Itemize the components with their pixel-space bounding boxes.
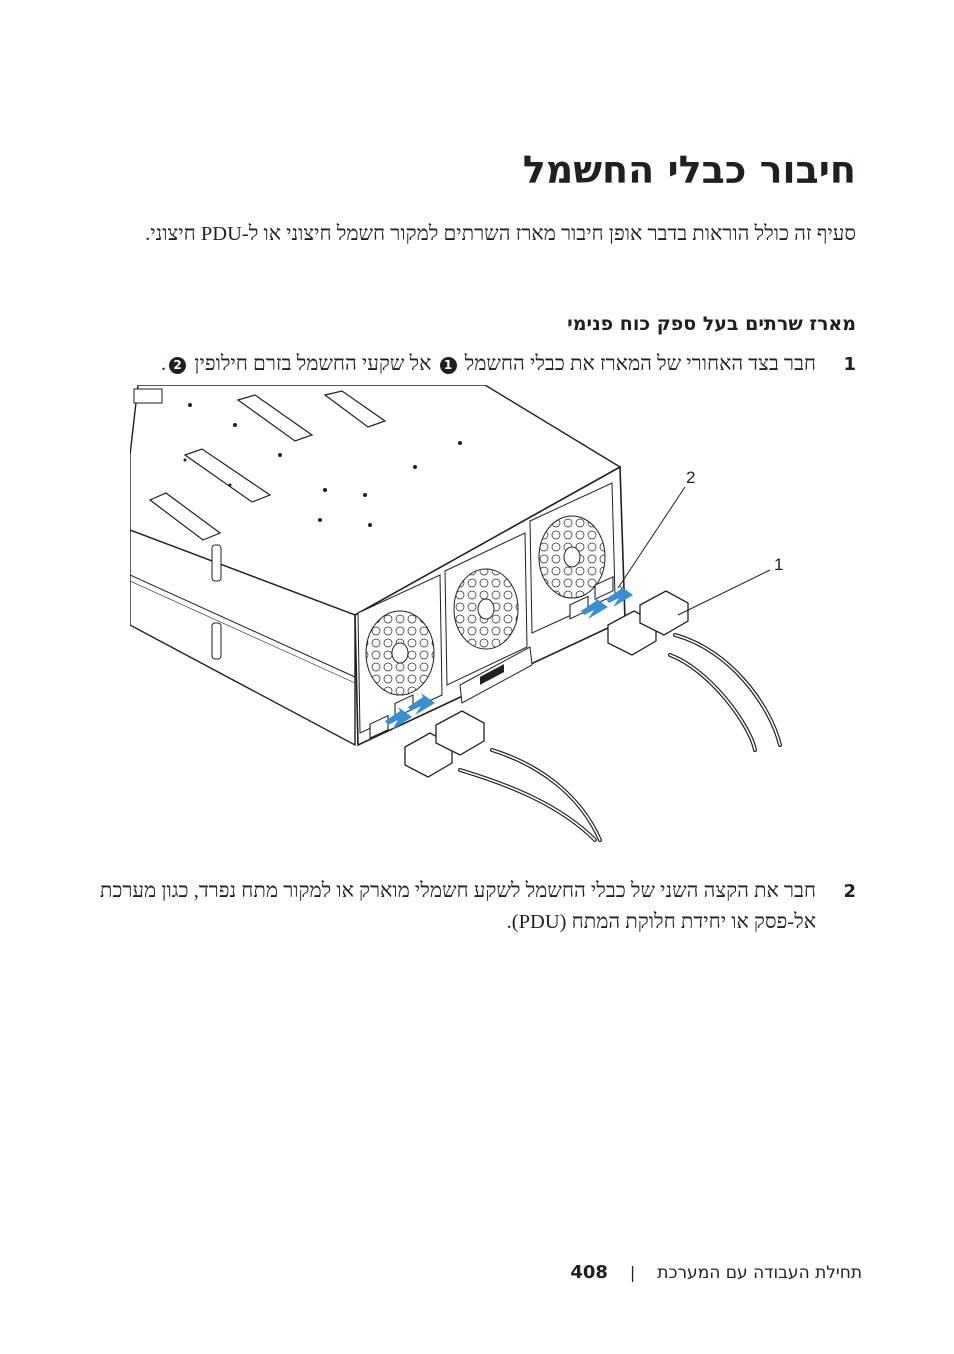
page-number: 408 xyxy=(570,1262,608,1283)
intro-paragraph: סעיף זה כולל הוראות בדבר אופן חיבור מארז השרתים למקור חשמל חיצוני או ל-PDU חיצוני. xyxy=(145,223,856,245)
leader-line-1 xyxy=(678,570,770,615)
chassis-drawing xyxy=(130,385,830,845)
step-1-text-a: חבר בצד האחורי של המארז את כבלי החשמל xyxy=(464,353,816,375)
step-1-text-b: אל שקעי החשמל בזרם חילופין xyxy=(194,353,432,375)
step-2-number: 2 xyxy=(843,881,856,902)
step-2 xyxy=(98,876,856,938)
callout-label-2: 2 xyxy=(686,468,696,487)
server-rear-power-cables-illustration xyxy=(130,385,830,845)
leader-line-2 xyxy=(618,487,685,588)
page-footer xyxy=(570,1262,862,1283)
callout-marker-1: 1 xyxy=(440,357,457,374)
footer-separator: | xyxy=(629,1263,636,1282)
step-1-number: 1 xyxy=(843,354,856,375)
section-subheading: מארז שרתים בעל ספק כוח פנימי xyxy=(567,313,856,335)
step-1 xyxy=(98,349,856,380)
step-1-text xyxy=(98,349,816,380)
page-title: חיבור כבלי החשמל xyxy=(522,148,856,192)
footer-section-title: תחילת העבודה עם המערכת xyxy=(657,1262,862,1283)
step-1-period: . xyxy=(160,353,167,375)
step-2-text: חבר את הקצה השני של כבלי החשמל לשקע חשמלי מוארק או למקור מתח נפרד, כגון מערכת אל-פסק או יחידת חלוקת המתח (PDU). xyxy=(99,880,816,933)
callout-label-1: 1 xyxy=(774,555,784,574)
callout-marker-2: 2 xyxy=(169,357,186,374)
